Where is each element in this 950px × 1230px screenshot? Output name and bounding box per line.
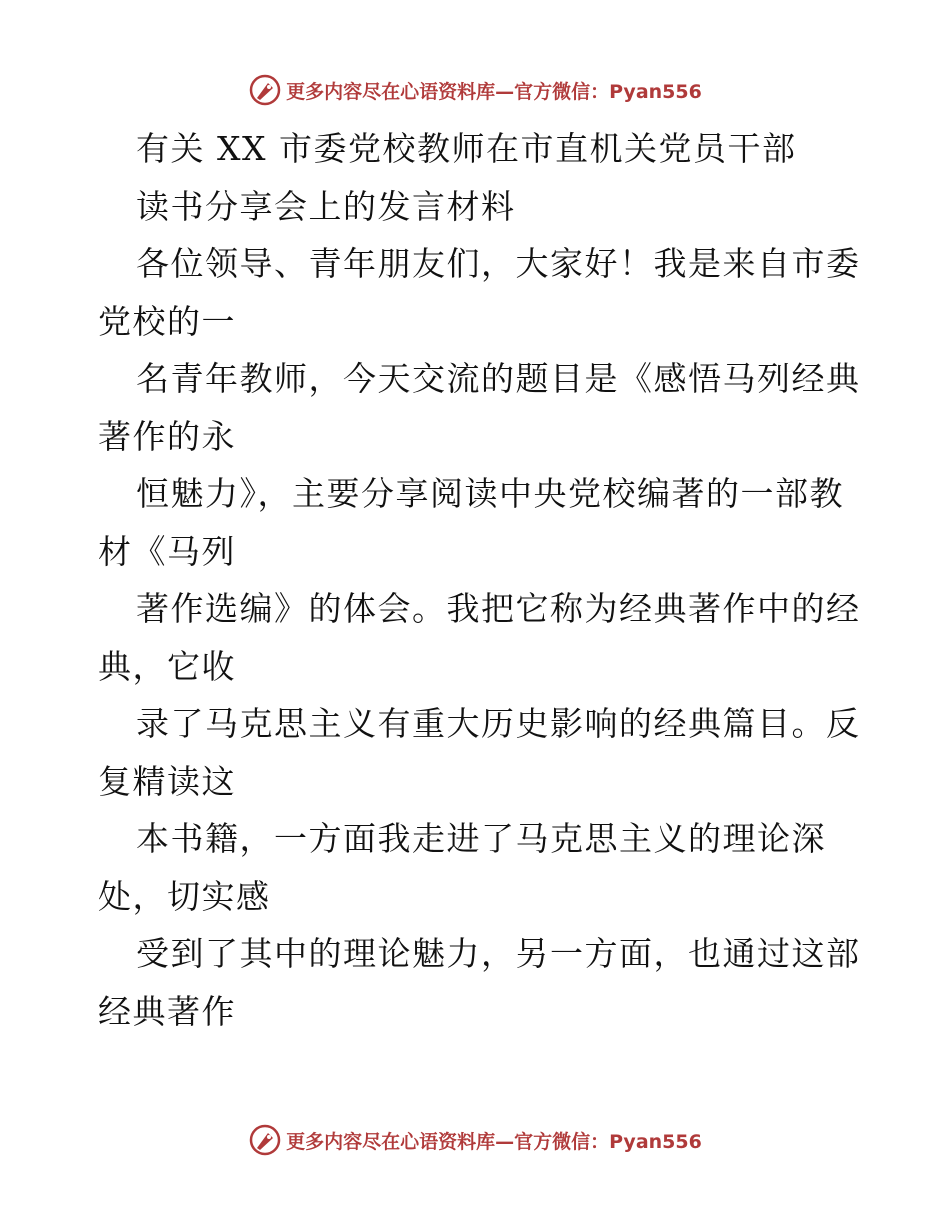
paragraph-line: 受到了其中的理论魅力，另一方面，也通过这部 (136, 934, 861, 973)
paragraph-line: 著作选编》的体会。我把它称为经典著作中的经 (136, 589, 861, 628)
paragraph-line: 党校的一 (98, 301, 236, 341)
paragraph-line: 录了马克思主义有重大历史影响的经典篇目。反 (136, 704, 861, 743)
paragraph-line: 处，切实感 (98, 876, 271, 916)
paragraph-line: 典，它收 (98, 646, 236, 686)
paragraph-line: 著作的永 (98, 416, 236, 456)
paragraph-line: 本书籍，一方面我走进了马克思主义的理论深 (136, 819, 826, 858)
paragraph-line: 名青年教师，今天交流的题目是《感悟马列经典 (136, 359, 861, 398)
paragraph-line: 读书分享会上的发言材料 (136, 186, 516, 226)
paragraph-line: 复精读这 (98, 761, 236, 801)
header-banner-text: 更多内容尽在心语资料库—官方微信：Pyan556 (286, 80, 702, 103)
paragraph-line: 恒魅力》，主要分享阅读中央党校编著的一部教 (136, 474, 844, 513)
pen-nib-logo-icon (248, 73, 282, 107)
header-banner (0, 70, 950, 110)
paragraph-line: 各位领导、青年朋友们，大家好！我是来自市委 (136, 244, 861, 283)
footer-banner-text: 更多内容尽在心语资料库—官方微信：Pyan556 (286, 1130, 702, 1153)
footer-banner (0, 1120, 950, 1160)
document-body (98, 120, 861, 1040)
paragraph-line: 经典著作 (98, 991, 236, 1031)
paragraph-line: 材《马列 (98, 531, 236, 571)
pen-nib-logo-icon (248, 1123, 282, 1157)
paragraph-line: 有关 XX 市委党校教师在市直机关党员干部 (136, 129, 797, 168)
